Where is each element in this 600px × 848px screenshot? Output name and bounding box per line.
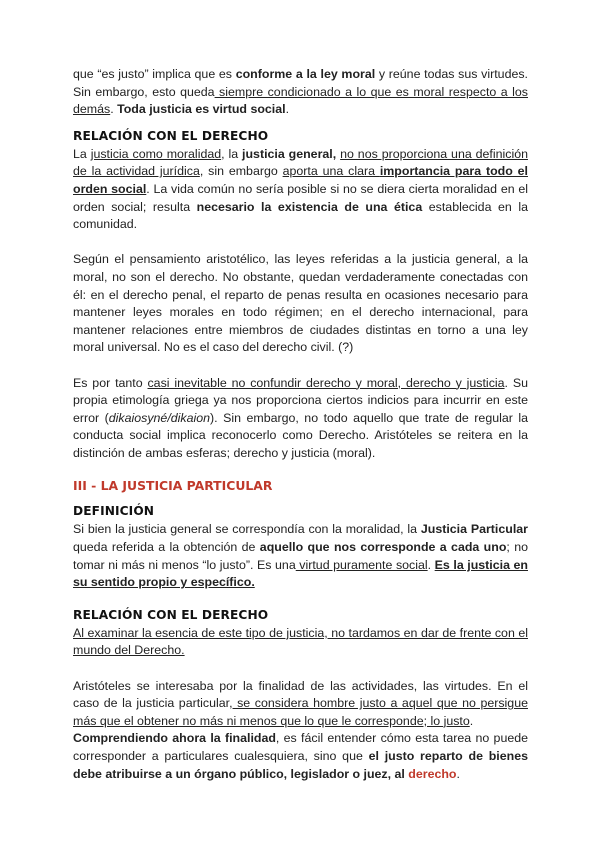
underlined-span: casi inevitable no confundir derecho y moral, derecho y justicia — [147, 375, 505, 390]
bold-span: Justicia Particular — [420, 522, 528, 537]
bold-span: Comprendiendo ahora la finalidad — [73, 731, 276, 746]
bold-span: aquello que nos corresponde a cada uno — [259, 540, 507, 555]
document-page — [73, 66, 528, 783]
text-span: aporta una clara — [282, 164, 380, 179]
bold-span: justicia general, — [242, 146, 337, 161]
paragraph-examinar — [73, 625, 528, 660]
text-span: ). Sin embargo, no todo aquello que trate de regular la conducta social implica reconocerlo como Derecho. Aristóteles se reitera en la distinción de ambas esferas; derecho y justicia (moral). — [73, 410, 528, 460]
text-span: . Su propia etimología griega ya nos proporciona ciertos indicios para incurrir en este error ( — [73, 375, 528, 425]
text-span: queda referida a la obtención de — [73, 540, 260, 555]
paragraph-aristotelico: Según el pensamiento aristotélico, las leyes referidas a la justicia general, a la moral, no son el derecho. No obstante, quedan verdaderamente conectadas con él: en el derecho penal, el reparto de penas resulta en ocasiones necesario para mantener leyes morales en todo régimen; en el derecho internacional, para mantener relaciones entre miembros de ciudades distintas en torno a una ley moral universal. No es el caso del derecho civil. (?) — [73, 252, 528, 355]
paragraph-definicion — [73, 521, 528, 591]
text-span: . La vida común no sería posible si no se diera cierta moralidad en el orden social; resulta — [73, 181, 528, 214]
underlined-span: Al examinar la esencia de este tipo de justicia, no tardamos en dar de frente con el mundo del Derecho. — [73, 625, 528, 658]
heading-definicion: DEFINICIÓN — [73, 504, 155, 519]
text-span: . — [110, 102, 118, 117]
underlined-span: virtud puramente social — [295, 557, 428, 572]
underlined-span: se considera hombre justo a aquel que no persigue más que el obtener no más ni menos que lo que le corresponde; lo justo — [73, 696, 528, 728]
red-bold-span: derecho — [408, 766, 457, 781]
text-span: Si bien la justicia general se correspondía con la moralidad, la — [73, 522, 421, 537]
bold-span: el justo reparto de bienes debe atribuirse a un órgano público, legislador o juez, al — [73, 749, 528, 781]
italic-span: dikaiosyné/dikaion — [108, 410, 211, 425]
text-span: Aristóteles se interesaba por la finalidad de las actividades, las virtudes. En el caso de la justicia particular, — [73, 678, 528, 711]
text-span: . — [469, 713, 474, 728]
bold-underlined-span: Es la justicia en su sentido propio y específico. — [73, 557, 528, 590]
paragraph-finalidad — [73, 678, 528, 731]
text-span: ; no tomar ni más ni menos “lo justo”. Es una — [73, 540, 528, 572]
text-span: y reúne todas sus virtudes. Sin embargo, esto queda — [73, 67, 528, 99]
heading-relacion-2: RELACIÓN CON EL DERECHO — [73, 607, 269, 622]
text-span: . — [427, 557, 435, 572]
bold-span: importancia para todo el orden social — [73, 164, 528, 196]
paragraph-comprendiendo — [73, 730, 528, 783]
bold-span: necesario la existencia de una ética — [196, 199, 423, 214]
section-heading: III - LA JUSTICIA PARTICULAR — [73, 478, 273, 494]
underlined-span: no nos proporciona una definición de la actividad jurídica — [73, 146, 528, 179]
text-span: Es por tanto — [73, 375, 148, 390]
text-span: , sin embargo — [199, 164, 283, 179]
paragraph-intro — [73, 66, 528, 119]
bold-span: conforme a la ley moral — [235, 67, 376, 81]
heading-relacion-1: RELACIÓN CON EL DERECHO — [73, 128, 269, 143]
text-span: , es fácil entender cómo esta tarea no puede corresponder a particulares cualesquiera, sino que — [73, 731, 529, 763]
paragraph-confusion — [73, 375, 528, 463]
paragraph-justicia-general — [73, 146, 528, 234]
bold-span: Toda justicia es virtud social — [117, 102, 286, 117]
text-span: que “es justo” implica que es — [73, 67, 236, 81]
text-span: , la — [221, 146, 243, 161]
text-span: La — [73, 146, 91, 161]
text-span: . — [285, 102, 290, 117]
text-span: . — [456, 766, 460, 781]
text-span: establecida en la comunidad. — [73, 199, 528, 232]
underlined-span: justicia como moralidad — [90, 146, 222, 161]
underlined-span: siempre condicionado a lo que es moral respecto a los demás — [73, 84, 528, 117]
